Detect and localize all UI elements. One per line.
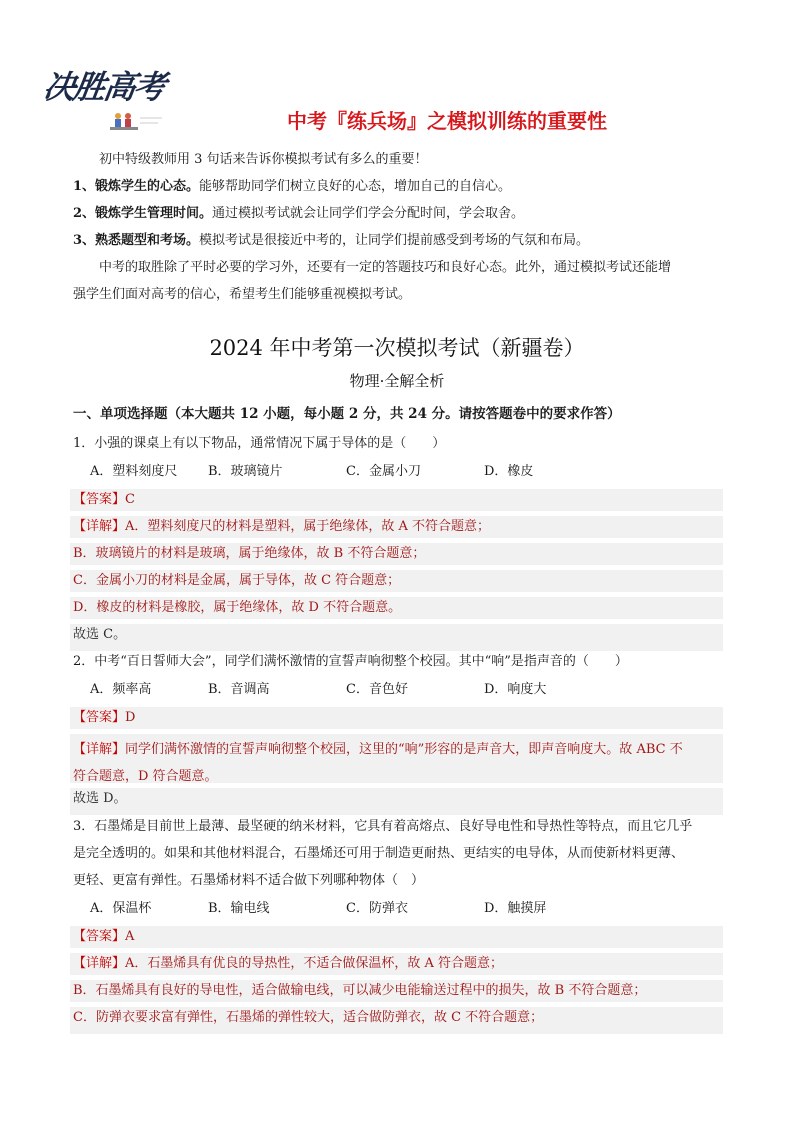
q2-stem: 2．中考“百日誓师大会”，同学们满怀激情的宣誓声响彻整个校园。其中“响”是指声音的（ ） [73,654,628,669]
q1-detail-3: C．金属小刀的材料是金属，属于导体，故 C 符合题意； [70,570,723,592]
q1-conclusion: 故选 C。 [70,624,723,651]
q2-option-b: B．音调高 [208,682,270,697]
q1-option-b: B．玻璃镜片 [208,464,283,479]
q3-stem-1: 3．石墨烯是目前世上最薄、最坚硬的纳米材料，它具有着高熔点、良好导电性和导热性等特点，而且它几乎 [73,819,693,834]
q3-detail-1: 【详解】A．石墨烯具有优良的导热性，不适合做保温杯，故 A 符合题意； [70,953,723,975]
q3-option-a: A．保温杯 [90,901,152,916]
q2-option-c: C．音色好 [346,682,408,697]
q3-detail-2: B．石墨烯具有良好的导电性，适合做输电线，可以减少电能输送过程中的损失，故 B 不符合题意； [70,980,723,1002]
q2-conclusion: 故选 D。 [70,788,723,815]
intro-point-1: 1、锻炼学生的心态。能够帮助同学们树立良好的心态，增加自己的自信心。 [73,179,512,194]
intro-closing-2: 强学生们面对高考的信心，希望考生们能够重视模拟考试。 [73,287,412,302]
intro-point-3: 3、熟悉题型和考场。模拟考试是很接近中考的，让同学们提前感受到考场的气氛和布局。 [73,233,590,248]
q1-option-d: D．橡皮 [484,464,534,479]
q3-stem-2: 是完全透明的。如果和其他材料混合，石墨烯还可用于制造更耐热、更结实的电导体，从而使新材料更薄、 [73,846,685,861]
q1-option-c: C．金属小刀 [346,464,421,479]
intro-point-2: 2、锻炼学生管理时间。通过模拟考试就会让同学们学会分配时间，学会取舍。 [73,206,525,221]
q3-option-b: B．输电线 [208,901,270,916]
q2-option-d: D．响度大 [484,682,547,697]
section-heading: 一、单项选择题（本大题共 12 小题，每小题 2 分，共 24 分。请按答题卷中的要求作答） [73,406,621,422]
q2-option-a: A．频率高 [90,682,152,697]
q1-detail-4: D．橡皮的材料是橡胶，属于绝缘体，故 D 不符合题意。 [70,597,723,619]
intro-heading: 中考『练兵场』之模拟训练的重要性 [287,109,607,133]
q3-stem-3: 更轻、更富有弹性。石墨烯材料不适合做下列哪种物体（ ） [73,873,425,888]
q2-answer: 【答案】D [70,707,723,729]
intro-closing-1: 中考的取胜除了平时必要的学习外，还要有一定的答题技巧和良好心态。此外，通过模拟考试还能增 [99,260,672,275]
q3-option-d: D．触摸屏 [484,901,547,916]
intro-lead: 初中特级教师用 3 句话来告诉你模拟考试有多么的重要！ [99,152,428,167]
q2-detail: 【详解】同学们满怀激情的宣誓声响彻整个校园，这里的“响”形容的是声音大，即声音响度大。故 ABC 不 符合题意，D 符合题意。 [70,734,723,783]
q1-detail-2: B．玻璃镜片的材料是玻璃，属于绝缘体，故 B 不符合题意； [70,543,723,565]
q1-stem: 1．小强的课桌上有以下物品，通常情况下属于导体的是（ ） [73,436,446,451]
q3-detail-3: C．防弹衣要求富有弹性，石墨烯的弹性较大，适合做防弹衣，故 C 不符合题意； [70,1007,723,1034]
q1-answer: 【答案】C [70,489,723,511]
logo-text: 决胜高考 [41,68,167,106]
q1-detail-1: 【详解】A．塑料刻度尺的材料是塑料，属于绝缘体，故 A 不符合题意； [70,516,723,538]
q3-option-c: C．防弹衣 [346,901,408,916]
q1-option-a: A．塑料刻度尺 [90,464,178,479]
q3-answer: 【答案】A [70,926,723,948]
exam-title: 2024 年中考第一次模拟考试（新疆卷） [209,336,585,360]
exam-subtitle: 物理·全解全析 [349,372,445,390]
